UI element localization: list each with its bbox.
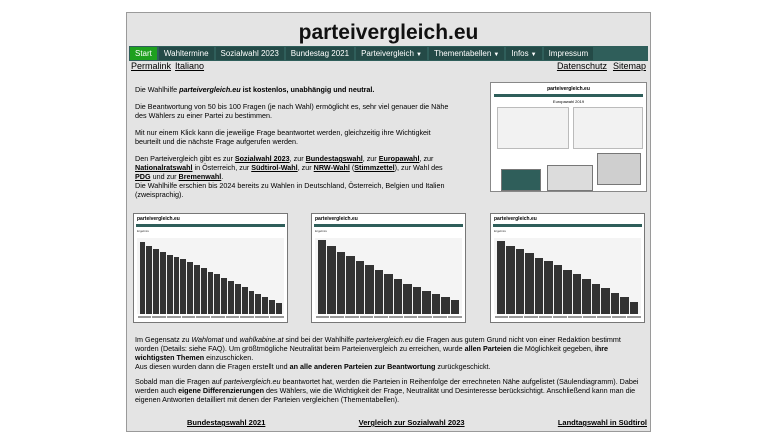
explanation-text — [135, 335, 645, 410]
nav-parteivergleich-label: Parteivergleich — [361, 49, 414, 58]
shot-bar — [592, 284, 601, 314]
text-bold: allen Parteien — [464, 344, 512, 353]
text-wahlomat: Wahlomat — [191, 335, 224, 344]
shot-bar — [573, 274, 582, 314]
links-left — [131, 61, 208, 71]
shot-bar — [276, 303, 282, 314]
caret-down-icon: ▼ — [415, 52, 422, 58]
shot-bar — [384, 274, 393, 314]
shot-bar — [563, 270, 572, 314]
shot-bar — [327, 246, 336, 314]
shot-axis-labels — [494, 316, 641, 320]
text: Den Parteivergleich gibt es zur — [135, 154, 235, 163]
preview-thumb-3 — [597, 153, 641, 185]
link-sozialwahl[interactable]: Sozialwahl 2023 — [234, 154, 290, 163]
preview-screenshot[interactable] — [490, 82, 647, 192]
site-name: parteivergleich.eu — [223, 377, 281, 386]
shot-bar — [214, 274, 220, 314]
text-bold: an alle anderen Parteien zur Beantwortung — [289, 362, 436, 371]
shot-bar — [255, 294, 261, 314]
explain-p1 — [135, 335, 645, 362]
nav-impressum[interactable] — [544, 47, 594, 60]
shot-bar — [365, 265, 374, 314]
nav-parteivergleich[interactable] — [356, 47, 427, 60]
link-suedtirol[interactable]: Südtirol-Wahl — [251, 163, 298, 172]
preview-thumb-2 — [547, 165, 593, 191]
shot-subtitle: Ergebnis — [315, 229, 327, 233]
text: beantwortet hat, werden die Parteien in Reihenfolge der errechneten Nähe aufgelistet (Säulendiagramm). Dabei werden auch — [135, 377, 639, 395]
text: . — [221, 172, 224, 181]
explain-p3 — [135, 377, 645, 404]
caret-down-icon: ▼ — [493, 52, 500, 58]
intro-p1 — [135, 85, 455, 94]
shot-bar — [235, 284, 241, 314]
shot-bar — [601, 288, 610, 314]
shot-bar — [403, 284, 412, 314]
link-stimmzettel[interactable]: Stimmzettel — [354, 163, 395, 172]
shot-bar — [262, 297, 268, 314]
shot-bar-chart — [494, 238, 641, 314]
nav-wahltermine-label: Wahltermine — [163, 49, 209, 58]
shot-bar — [208, 272, 214, 314]
text: , zur — [362, 154, 379, 163]
shot-bar — [174, 257, 180, 314]
permalink-link[interactable]: Permalink — [131, 61, 172, 71]
text: Sobald man die Fragen auf — [135, 377, 224, 386]
result-screenshot-1[interactable] — [133, 213, 288, 323]
intro-p2: Die Beantwortung von 50 bis 100 Fragen (je nach Wahl) ermöglicht es, sehr viel genauer die Nähe des Wählers zu einer Partei zu bestimmen. — [135, 102, 449, 120]
shot-bar — [228, 281, 234, 314]
shot-bar — [337, 252, 346, 314]
text: Im Gegensatz zu — [135, 335, 192, 344]
nav-thementabellen-label: Thementabellen — [433, 49, 492, 58]
nav-bundestag[interactable] — [286, 47, 354, 60]
text: , zur — [419, 154, 434, 163]
text: , zur — [289, 154, 306, 163]
shot-bar-chart — [137, 238, 284, 314]
shot-bar — [249, 291, 255, 314]
nav-bundestag-label: Bundestag 2021 — [290, 49, 350, 58]
shot-bar — [187, 262, 193, 314]
nav-start[interactable] — [130, 47, 157, 60]
page-container — [126, 12, 651, 432]
shot-bar — [432, 294, 441, 314]
preview-subtitle: Europawahl 2019 — [552, 99, 585, 104]
text: die Möglichkeit gegeben, — [511, 344, 595, 353]
shot-bar — [582, 279, 591, 314]
shot-bar — [194, 265, 200, 314]
site-name: parteivergleich.eu — [355, 335, 413, 344]
shot-bar — [140, 242, 146, 314]
nav-sozialwahl-label: Sozialwahl 2023 — [220, 49, 279, 58]
shot-bar — [269, 300, 275, 314]
nav-impressum-label: Impressum — [548, 49, 589, 58]
shot-bar — [242, 287, 248, 314]
text: einzuschicken. — [204, 353, 254, 362]
link-nationalratswahl[interactable]: Nationalratswahl — [135, 163, 193, 172]
text-bold: ihre wichtigsten Themen — [135, 344, 609, 362]
shot-bar — [630, 302, 639, 314]
text: ( — [349, 163, 355, 172]
link-bundestagswahl[interactable]: Bundestagswahl — [305, 154, 363, 163]
nav-sozialwahl[interactable] — [216, 47, 284, 60]
shot-bar — [394, 279, 403, 314]
text: die Fragen aus gutem Grund nicht von einer Redaktion bestimmt worden (Details: siehe FAQ). Um größtmögliche Neutralität beim Parteienvergleich zu erreichen, wurde — [135, 335, 621, 353]
shot-bar — [201, 268, 207, 314]
nav-infos[interactable] — [506, 47, 541, 60]
shot-bar — [356, 261, 365, 314]
site-title[interactable]: parteivergleich.eu — [298, 21, 479, 44]
shot-bar — [146, 246, 152, 314]
result-screenshot-2[interactable] — [311, 213, 466, 323]
shot-axis-labels — [137, 316, 284, 320]
italiano-link[interactable]: Italiano — [175, 61, 205, 71]
preview-panel-info — [573, 107, 643, 149]
shot-subtitle: Ergebnis — [137, 229, 149, 233]
shot-title: parteivergleich.eu — [315, 216, 358, 222]
links-right — [551, 61, 646, 71]
shot-bar — [506, 246, 515, 314]
text-bold: eigene Differenzierungen — [178, 386, 265, 395]
text: und zur — [150, 172, 179, 181]
sitemap-link[interactable]: Sitemap — [612, 61, 646, 71]
shot-title: parteivergleich.eu — [137, 216, 180, 222]
shot-bar — [413, 287, 422, 314]
shot-bar — [167, 255, 173, 314]
preview-title: parteivergleich.eu — [547, 86, 590, 92]
text-wahlkabine: wahlkabine.at — [239, 335, 284, 344]
shot-bar — [516, 249, 525, 314]
nav-wahltermine[interactable] — [159, 47, 214, 60]
shot-bar — [620, 297, 629, 314]
shot-axis-labels — [315, 316, 462, 320]
shot-bar — [554, 265, 563, 314]
shot-bar — [535, 258, 544, 314]
text: sind bei der Wahlhilfe — [283, 335, 356, 344]
shot-bar — [544, 261, 553, 314]
intro-text — [135, 85, 455, 207]
shot-bar — [525, 253, 534, 314]
shot-title: parteivergleich.eu — [494, 216, 537, 222]
text: zurückgeschickt. — [435, 362, 491, 371]
intro-p4 — [135, 154, 455, 181]
preview-thumb-1 — [501, 169, 541, 191]
text: ), zur Wahl des — [394, 163, 443, 172]
shot-bar — [180, 259, 186, 314]
intro-p3: Mit nur einem Klick kann die jeweilige Frage beantwortet werden, gleichzeitig ihre Wichtigkeit beurteilt und die nächste Frage aufgerufen werden. — [135, 128, 431, 146]
main-nav — [129, 46, 648, 61]
intro-p5: Die Wahlhilfe erschien bis 2024 bereits zu Wahlen in Deutschland, Österreich, Belgien und Italien (zweisprachig). — [135, 181, 445, 199]
shot-subtitle: Ergebnis — [494, 229, 506, 233]
bottom-link-bundestagswahl[interactable]: Bundestagswahl 2021 — [187, 418, 266, 427]
preview-panel-questions — [497, 107, 569, 149]
nav-thementabellen[interactable] — [429, 47, 504, 60]
caret-down-icon: ▼ — [530, 52, 537, 58]
bottom-link-sozialwahl[interactable]: Vergleich zur Sozialwahl 2023 — [358, 418, 465, 427]
result-screenshot-3[interactable] — [490, 213, 645, 323]
text: Die Wahlhilfe — [135, 85, 180, 94]
shot-bar — [451, 300, 460, 314]
explain-p2 — [135, 362, 645, 371]
text: und — [223, 335, 240, 344]
shot-bar — [221, 278, 227, 314]
shot-bar — [441, 297, 450, 314]
preview-nav — [494, 94, 643, 97]
link-bremenwahl[interactable]: Bremenwahl — [178, 172, 222, 181]
text: des Wählers, wie die Wichtigkeit der Frage, Neutralität und Desinteresse berücksichtigt. Anschließend kann man die eigenen Antworten detailliert mit denen der Parteien vergleichen (Thementabellen). — [135, 386, 636, 404]
datenschutz-link[interactable]: Datenschutz — [556, 61, 607, 71]
text: in Österreich, zur — [192, 163, 252, 172]
link-pdg[interactable]: PDG — [135, 172, 151, 181]
shot-bar — [318, 240, 327, 314]
link-nrw[interactable]: NRW-Wahl — [313, 163, 350, 172]
shot-bar — [346, 256, 355, 314]
shot-bar — [160, 252, 166, 314]
nav-start-label: Start — [135, 49, 152, 58]
nav-infos-label: Infos — [511, 49, 529, 58]
shot-bar — [497, 241, 506, 314]
text: ist kostenlos, unabhängig und neutral. — [240, 85, 375, 94]
shot-bar — [422, 291, 431, 314]
shot-bar — [375, 270, 384, 314]
bottom-link-suedtirol[interactable]: Landtagswahl in Südtirol — [557, 418, 647, 427]
text: Aus diesen wurden dann die Fragen erstellt und — [135, 362, 290, 371]
site-name: parteivergleich.eu — [179, 85, 241, 94]
shot-bar-chart — [315, 238, 462, 314]
shot-bar — [611, 293, 620, 314]
shot-bar — [153, 249, 159, 314]
link-europawahl[interactable]: Europawahl — [378, 154, 420, 163]
text: , zur — [297, 163, 314, 172]
